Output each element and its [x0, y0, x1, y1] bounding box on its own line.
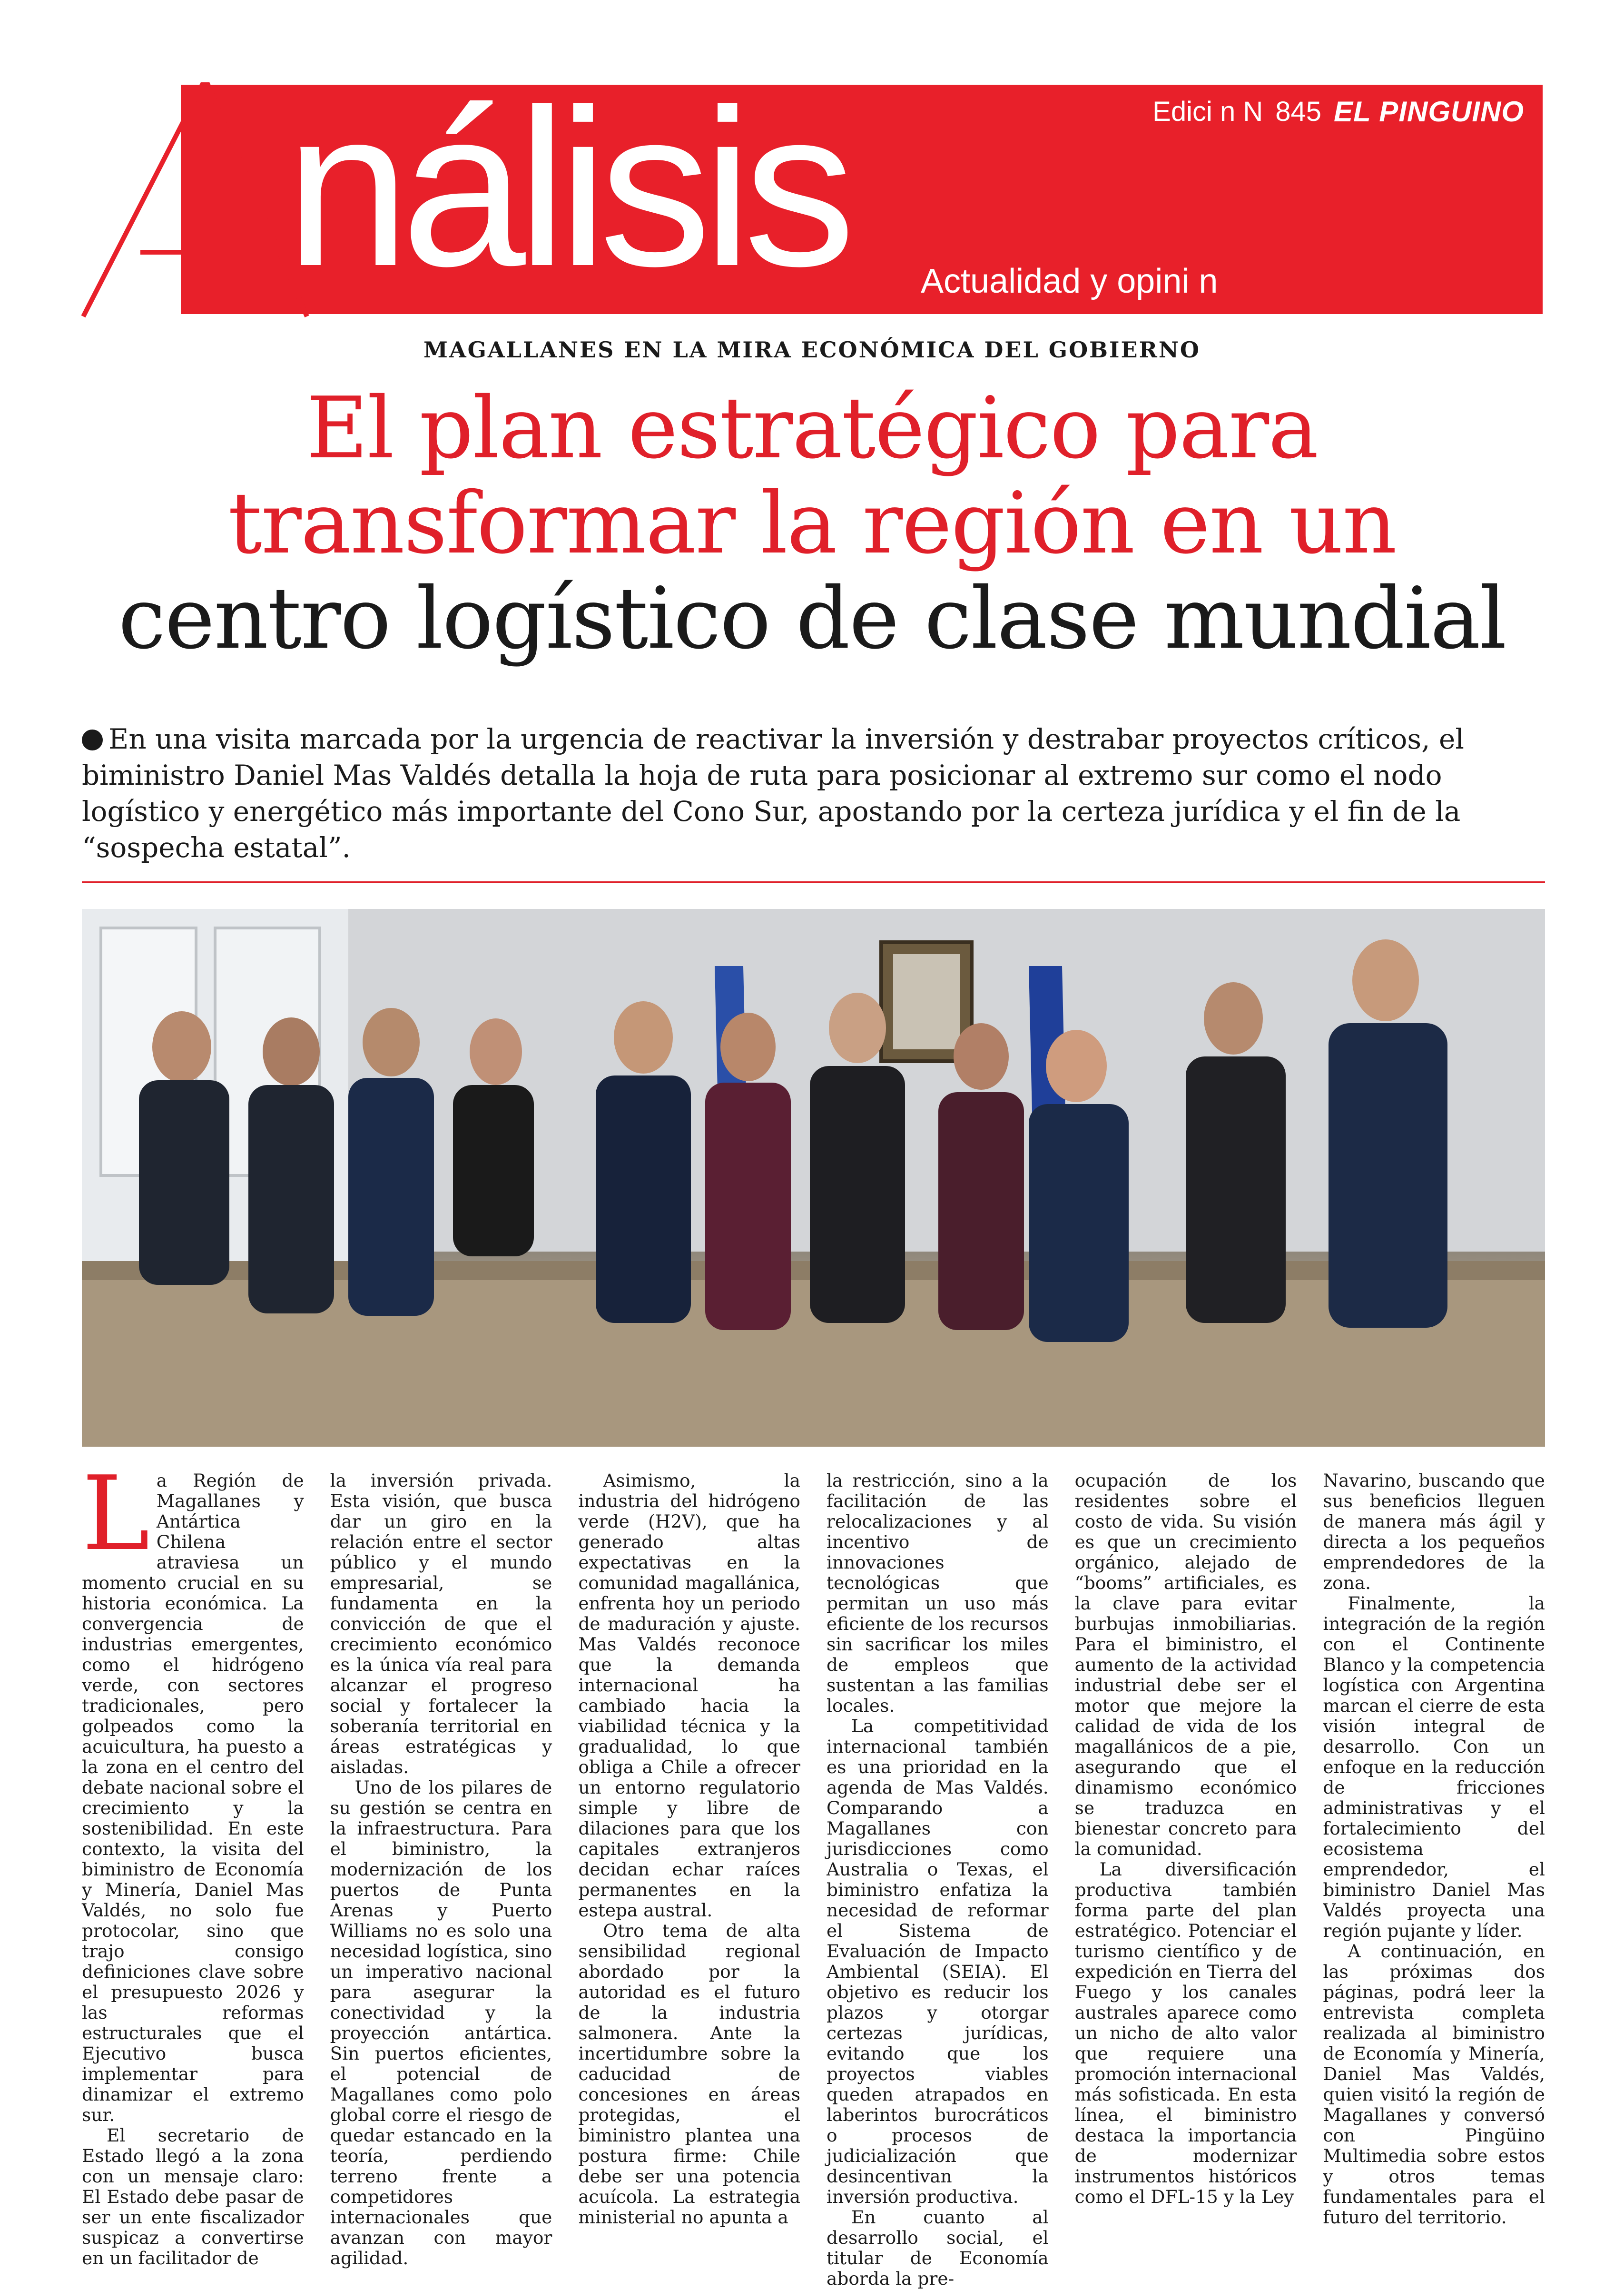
paragraph: Uno de los pilares de su gestión se centra en la infraestructura. Para el biministro, la modernización de los puertos de Punta Arenas y Puerto Williams no es solo una necesidad logística, sino un imperativo nacional para asegurar la conectividad y la proyección antártica. Sin puertos eficientes, el potencial de Magallanes como polo global corre el riesgo de quedar estancado en la teoría, perdiendo terreno frente a competidores internacionales que avanzan con mayor agilidad. — [330, 1777, 552, 2269]
section-subtitle: Actualidad y opini n — [921, 262, 1218, 300]
body-column-1 — [82, 1454, 304, 2289]
headline-line-1: El plan estratégico para — [306, 379, 1318, 477]
paragraph: Navarino, buscando que sus beneficios lleguen de manera más ágil y directa a los pequeños emprendedores de la zona. — [1323, 1470, 1545, 1593]
paragraph — [82, 1454, 304, 2125]
paragraph: En cuanto al desarrollo social, el titular de Economía aborda la pre- — [826, 2207, 1049, 2289]
masthead-initial-a — [83, 81, 307, 319]
body-column-6 — [1323, 1470, 1545, 2289]
brand-logo: EL PINGUINO — [1334, 96, 1524, 128]
paragraph: la inversión privada. Esta visión, que busca dar un giro en la relación entre el sector público y el mundo empresarial, se fundamenta en la convicción de que el crecimiento económico es la única vía real para alcanzar el progreso social y fortalecer la soberanía territorial en áreas estratégicas y aisladas. — [330, 1470, 552, 1777]
section-title-text: nálisis — [285, 63, 847, 313]
dropcap: L — [82, 1454, 150, 1573]
lede-text: En una visita marcada por la urgencia de reactivar la inversión y destrabar proyectos críticos, el biministro Daniel Mas Valdés detalla la hoja de ruta para posicionar al extremo sur como el nodo logístico y energético más importante del Cono Sur, apostando por la certeza jurídica y el fin de la “sospecha estatal”. — [82, 723, 1464, 864]
edition-info — [1152, 95, 1524, 128]
article-body — [82, 1454, 1545, 2289]
paragraph: la restricción, sino a la facilitación de las relocalizaciones y al incentivo de innovaciones tecnológicas que permitan un uso más eficiente de los recursos sin sacrificar los miles de empleos que sustentan a las familias locales. — [826, 1470, 1049, 1716]
body-column-2 — [330, 1470, 552, 2289]
article-headline — [71, 381, 1553, 666]
headline-line-2: transformar la región en un — [228, 474, 1396, 572]
body-column-3 — [578, 1470, 800, 2289]
paragraph: La competitividad internacional también es una prioridad en la agenda de Mas Valdés. Comparando a Magallanes con jurisdicciones como Australia o Texas, el biministro enfatiza la necesidad de reformar el Sistema de Evaluación de Impacto Ambiental (SEIA). El objetivo es reducir los plazos y otorgar certezas jurídicas, evitando que los proyectos viables queden atrapados en laberintos burocráticos o procesos de judicialización que desincentivan la inversión productiva. — [826, 1716, 1049, 2207]
divider-rule — [82, 881, 1545, 883]
paragraph: ocupación de los residentes sobre el costo de vida. Su visión es que un crecimiento orgánico, alejado de “booms” artificiales, es la clave para evitar burbujas inmobiliarias. Para el biministro, el aumento de la actividad industrial debe ser el motor que mejore la calidad de vida de los magallánicos de a pie, asegurando que el dinamismo económico se traduzca en bienestar concreto para la comunidad. — [1074, 1470, 1297, 1859]
body-column-5 — [1075, 1470, 1297, 2289]
paragraph: Finalmente, la integración de la región con el Continente Blanco y la competencia logística con Argentina marcan el cierre de esta visión integral de desarrollo. Con un enfoque en la reducción de fricciones administrativas y el fortalecimiento del ecosistema emprendedor, el biministro Daniel Mas Valdés proyecta una región pujante y líder. — [1323, 1593, 1545, 1941]
edition-label: Edici n N — [1152, 96, 1263, 127]
paragraph: El secretario de Estado llegó a la zona con un mensaje claro: El Estado debe pasar de ser un ente fiscalizador suspicaz a convertirse en un facilitador de — [82, 2125, 304, 2269]
paragraph: Asimismo, la industria del hidrógeno verde (H2V), que ha generado altas expectativas en la comunidad magallánica, enfrenta hoy un periodo de maduración y ajuste. Mas Valdés reconoce que la demanda internacional ha cambiado hacia la viabilidad técnica y la gradualidad, lo que obliga a Chile a ofrecer un entorno regulatorio simple y libre de dilaciones para que los capitales extranjeros decidan echar raíces permanentes en la estepa austral. — [578, 1470, 800, 1921]
lede-bullet-icon — [82, 730, 103, 750]
body-column-4 — [827, 1470, 1049, 2289]
paragraph: Otro tema de alta sensibilidad regional abordado por la autoridad es el futuro de la industria salmonera. Ante la incertidumbre sobre la caducidad de concesiones en áreas protegidas, el biministro plantea una postura firme: Chile debe ser una potencia acuícola. La estrategia ministerial no apunta a — [578, 1920, 800, 2228]
paragraph: A continuación, en las próximas dos páginas, podrá leer la entrevista completa realizada al biministro de Economía y Minería, Daniel Mas Valdés, quien visitó la región de Magallanes y conversó con Pingüino Multimedia sobre estos y otros temas fundamentales para el futuro del territorio. — [1323, 1941, 1545, 2228]
section-title — [285, 63, 847, 313]
paragraph: La diversificación productiva también forma parte del plan estratégico. Potenciar el turismo científico y de expedición en Tierra del Fuego y los canales australes aparece como un nicho de alto valor que requiere una promoción internacional más sofisticada. En esta línea, el biministro destaca la importancia de modernizar instrumentos históricos como el DFL-15 y la Ley — [1074, 1859, 1297, 2207]
group-photo — [82, 909, 1545, 1447]
paragraph-text: a Región de Magallanes y Antártica Chilena atraviesa un momento crucial en su historia económica. La convergencia de industrias emergentes, como el hidrógeno verde, con sectores tradicionales, pero golpeados como la acuicultura, ha puesto a la zona en el centro del debate nacional sobre el crecimiento y la sostenibilidad. En este contexto, la visita del biministro de Economía y Minería, Daniel Mas Valdés, no solo fue protocolar, sino que trajo consigo definiciones clave sobre el presupuesto 2026 y las reformas estructurales que el Ejecutivo busca implementar para dinamizar el extremo sur. — [82, 1470, 304, 2125]
article-lede — [82, 721, 1545, 866]
article-kicker: MAGALLANES EN LA MIRA ECONÓMICA DEL GOBIERNO — [423, 337, 1201, 363]
edition-number: 845 — [1275, 96, 1322, 127]
headline-line-3: centro logístico de clase mundial — [118, 569, 1506, 668]
